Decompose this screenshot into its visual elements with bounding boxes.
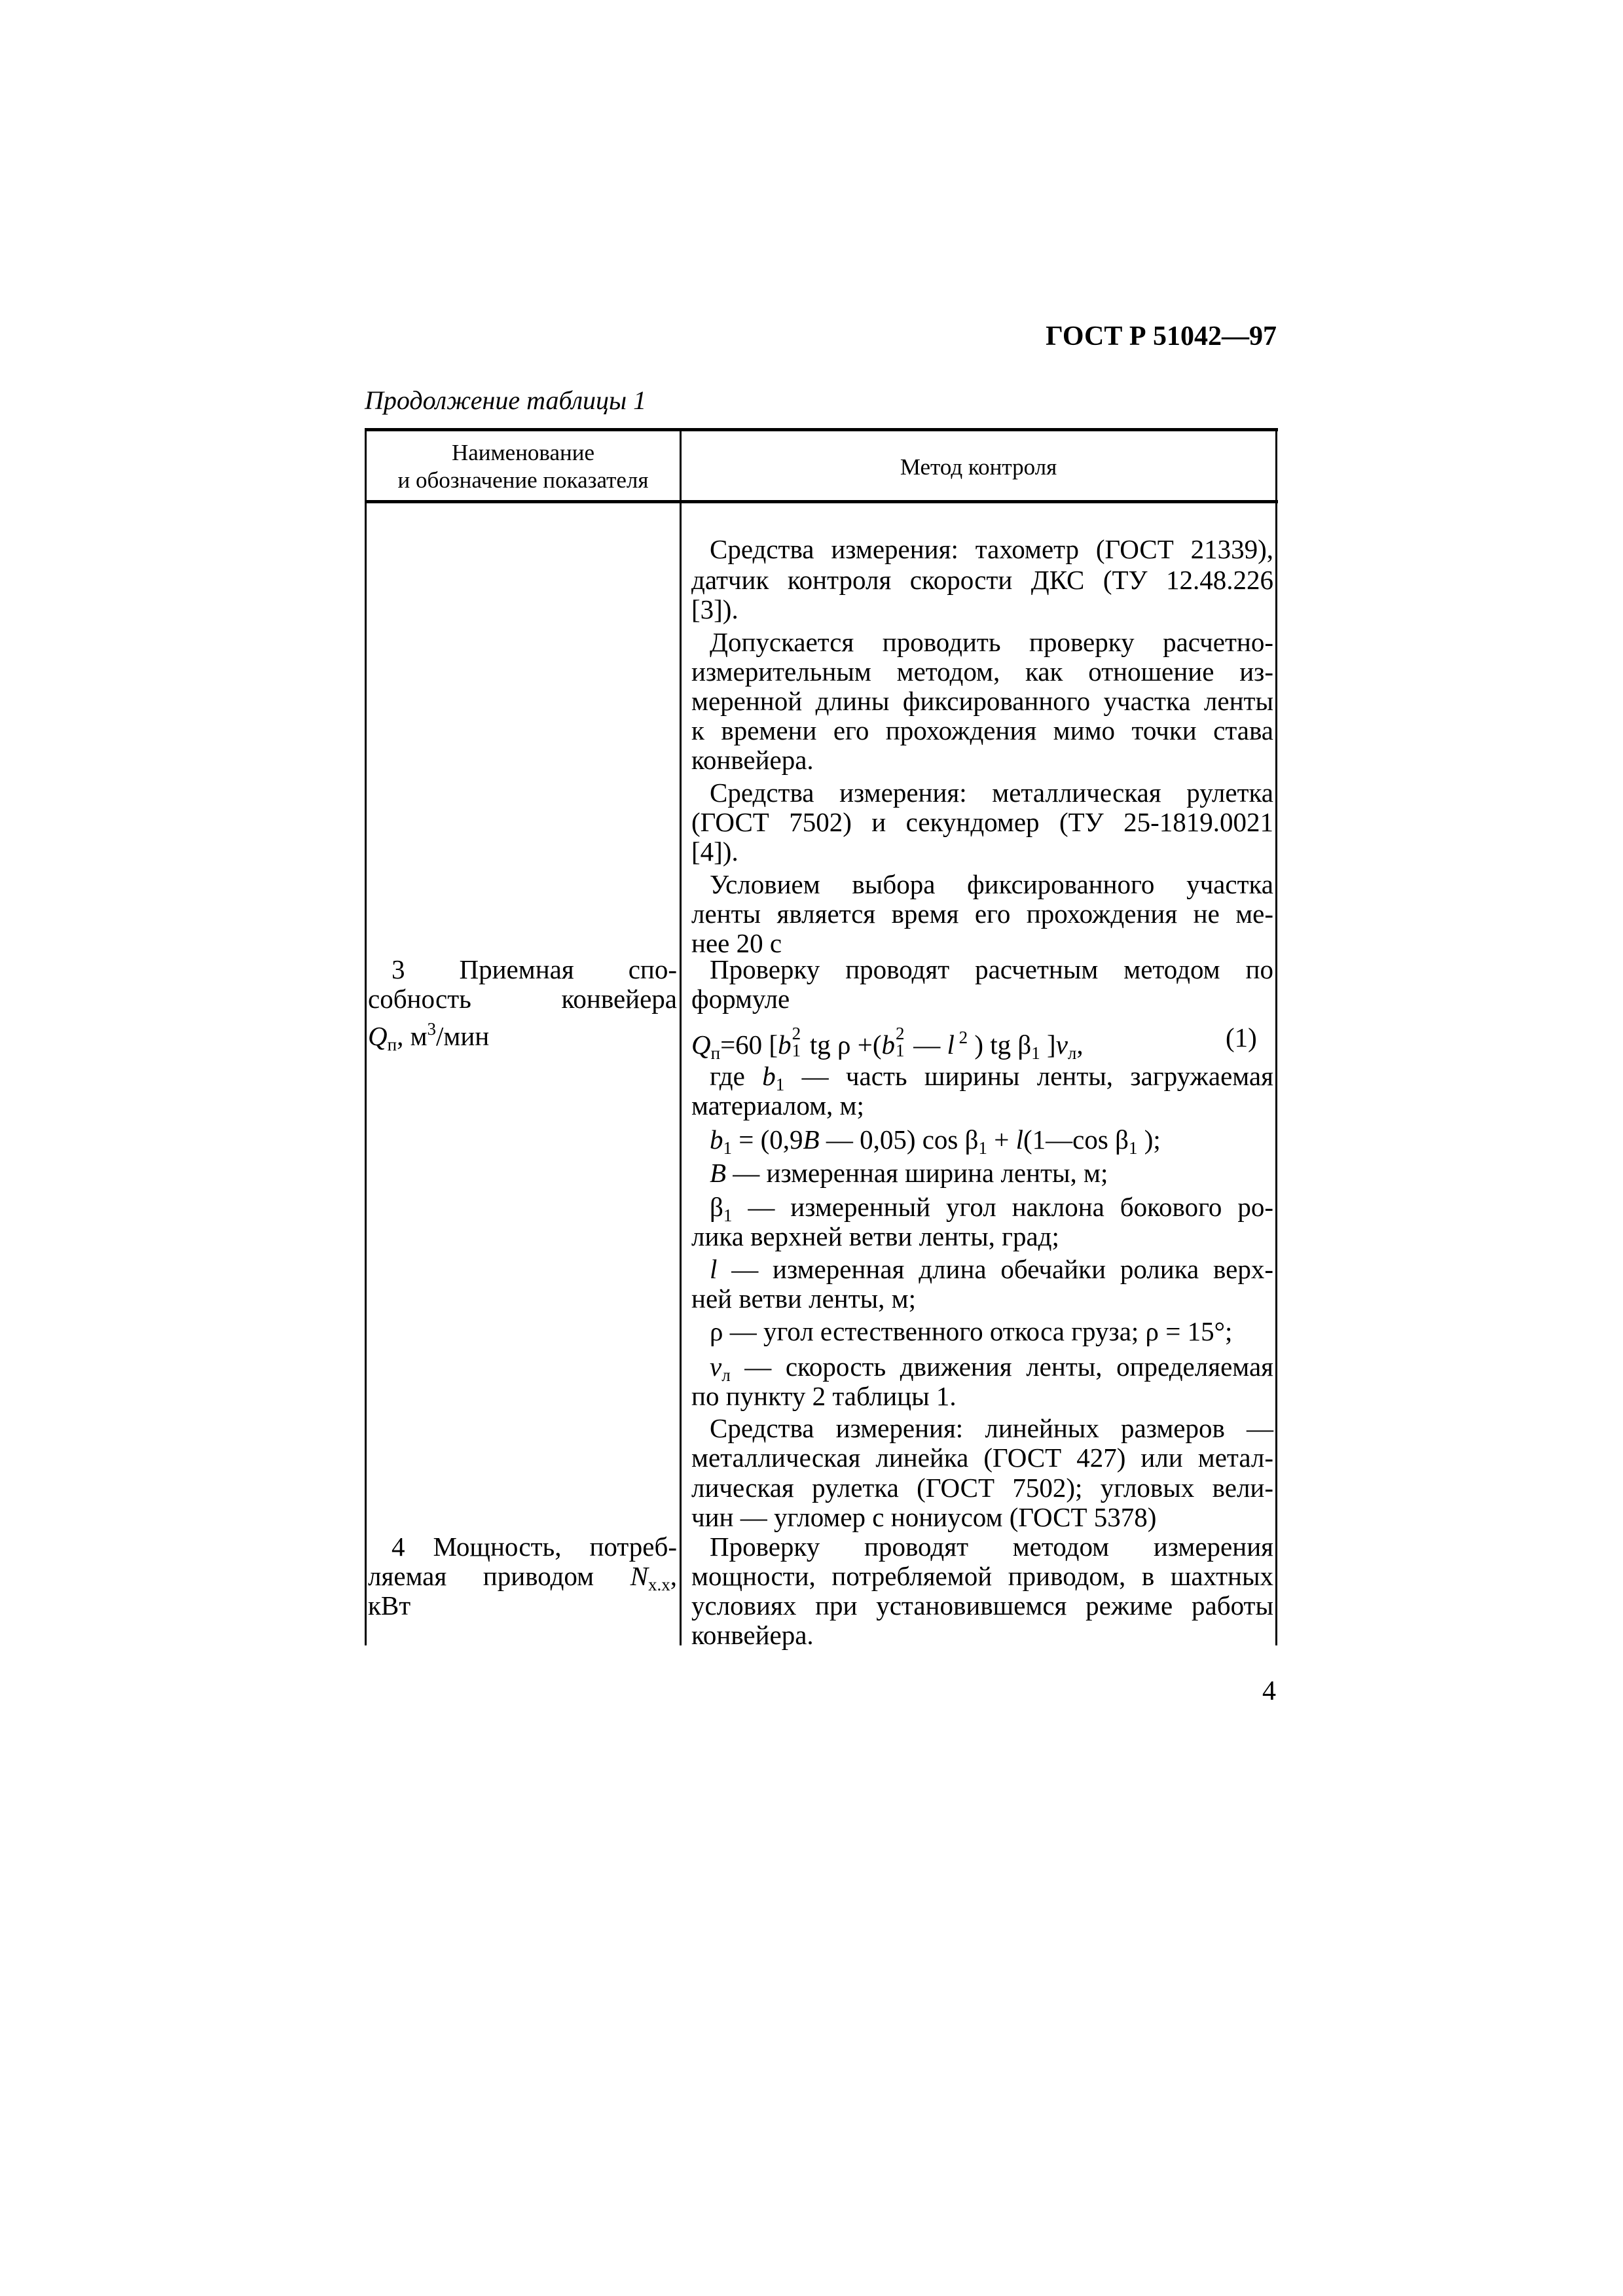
text-segment: (ГОСТ 7502) и секундомер (ТУ 25-1819.0021 — [691, 807, 1273, 837]
text-segment: — часть ширины ленты, загружаемая — [784, 1061, 1273, 1091]
indicator-text-line — [368, 1561, 677, 1594]
method-text-line — [691, 656, 1273, 687]
text-segment: Q — [368, 1021, 388, 1051]
method-text-line — [691, 1561, 1273, 1591]
method-text-line — [710, 1352, 1273, 1385]
text-segment: =60 [ — [720, 1030, 778, 1060]
indicator-text-line — [368, 984, 677, 1014]
superscript: 2 — [792, 1024, 801, 1043]
method-text-line — [710, 1254, 1273, 1284]
text-segment: b — [881, 1030, 895, 1060]
text-segment: Средства измерения: тахометр (ГОСТ 21339), — [710, 534, 1273, 564]
text-segment: материалом, м; — [691, 1090, 864, 1121]
text-segment: ляемая приводом — [368, 1561, 630, 1591]
method-text-line — [710, 1124, 1273, 1158]
text-segment: л — [721, 1365, 731, 1385]
text-segment: измерительным методом, как отношение из- — [691, 656, 1273, 687]
text-segment: , — [1076, 1030, 1084, 1060]
text-segment: v — [1055, 1030, 1068, 1060]
text-segment: по пункту 2 таблицы 1. — [691, 1381, 957, 1411]
text-segment: где — [710, 1061, 763, 1091]
indicator-text-line — [392, 954, 677, 984]
text-segment: 2 — [954, 1028, 968, 1047]
method-text-line — [710, 1316, 1273, 1346]
text-segment: — измеренный угол наклона бокового ро- — [732, 1192, 1273, 1222]
sup-sub-index — [792, 1022, 803, 1060]
text-segment: , м — [397, 1021, 428, 1051]
method-text-line — [710, 627, 1273, 657]
text-segment: , — [670, 1561, 677, 1591]
method-text-line — [691, 565, 1273, 595]
text-segment: Средства измерения: металлическая рулетка — [710, 778, 1273, 808]
table-caption: Продолжение таблицы 1 — [365, 386, 647, 415]
text-segment: b — [778, 1030, 792, 1060]
text-segment: датчик контроля скорости ДКС (ТУ 12.48.226 — [691, 565, 1273, 595]
text-segment: 1 — [775, 1075, 785, 1094]
document-code: ГОСТ Р 51042—97 — [1046, 321, 1277, 351]
method-text-line — [691, 1620, 1273, 1650]
method-text-line — [710, 534, 1273, 564]
text-segment: п — [387, 1035, 397, 1054]
text-segment: ней ветви ленты, м; — [691, 1283, 917, 1314]
method-text-line — [691, 1473, 1273, 1503]
indicator-text-line — [392, 1532, 677, 1562]
text-segment: лическая рулетка (ГОСТ 7502); угловых вели- — [691, 1473, 1273, 1503]
table-header-divider — [365, 500, 1278, 503]
text-segment: b — [762, 1061, 776, 1091]
method-text-line — [691, 1502, 1273, 1532]
text-segment: 1 — [978, 1138, 987, 1158]
text-segment: [3]). — [691, 594, 739, 624]
text-segment: + — [987, 1124, 1016, 1155]
text-segment: [4]). — [691, 836, 739, 867]
text-segment: l — [710, 1254, 718, 1284]
method-text-line — [691, 836, 1273, 867]
subscript: 1 — [895, 1041, 905, 1060]
text-segment: формуле — [691, 984, 790, 1014]
text-segment: = (0,9 — [732, 1124, 803, 1155]
method-text-line — [691, 1022, 1273, 1063]
text-segment: Средства измерения: линейных размеров — — [710, 1413, 1273, 1443]
indicator-text-line — [368, 1014, 677, 1054]
text-segment: Q — [691, 1030, 711, 1060]
text-segment: собность конвейера — [368, 984, 677, 1014]
method-text-line — [710, 1192, 1273, 1225]
method-text-line — [710, 1061, 1273, 1094]
text-segment: 1 — [1128, 1138, 1138, 1158]
method-text-line — [710, 778, 1273, 808]
column-header-name-line1: Наименование — [451, 440, 595, 465]
text-segment: Проверку проводят методом измерения — [710, 1532, 1273, 1562]
text-segment: ) tg β — [968, 1030, 1032, 1060]
table-right-border — [1275, 428, 1277, 1645]
method-text-line — [691, 715, 1273, 745]
text-segment: — — [906, 1030, 947, 1060]
text-segment: к времени его прохождения мимо точки става — [691, 715, 1273, 745]
page-number: 4 — [1262, 1676, 1276, 1706]
method-text-line — [691, 594, 1273, 624]
text-segment: 3 Приемная спо- — [392, 954, 677, 984]
text-segment: 1 — [723, 1138, 732, 1158]
method-text-line — [710, 954, 1273, 984]
text-segment: B — [710, 1158, 727, 1188]
method-text-line — [710, 1413, 1273, 1443]
column-header-name — [367, 439, 680, 494]
table-left-border — [365, 428, 367, 1645]
text-segment: мощности, потребляемой приводом, в шахтных — [691, 1561, 1273, 1591]
text-segment: лика верхней ветви ленты, град; — [691, 1221, 1059, 1251]
text-segment: х.х — [648, 1575, 670, 1594]
text-segment: — измеренная длина обечайки ролика верх- — [717, 1254, 1273, 1284]
text-segment: Проверку проводят расчетным методом по — [710, 954, 1273, 984]
text-segment: ); — [1137, 1124, 1161, 1155]
method-text-line — [691, 1283, 1273, 1314]
text-segment: — скорость движения ленты, определяемая — [730, 1352, 1273, 1382]
text-segment: условиях при установившемся режиме работы — [691, 1590, 1273, 1621]
text-segment: 1 — [723, 1206, 733, 1225]
text-segment: — 0,05) cos β — [819, 1124, 979, 1155]
text-segment: Допускается проводить проверку расчетно- — [710, 627, 1273, 657]
method-text-line — [691, 1443, 1273, 1473]
method-text-line — [710, 869, 1273, 899]
indicator-text-line — [368, 1590, 677, 1621]
method-text-line — [691, 899, 1273, 929]
method-text-line — [710, 1158, 1273, 1188]
text-segment: B — [803, 1124, 820, 1155]
text-segment: л — [1067, 1043, 1077, 1063]
text-segment: 4 Мощность, потреб- — [392, 1532, 677, 1562]
subscript: 1 — [792, 1041, 801, 1060]
method-text-line — [691, 686, 1273, 716]
method-text-line — [691, 984, 1273, 1014]
text-segment: Условием выбора фиксированного участка — [710, 869, 1273, 899]
text-segment: (1—cos β — [1023, 1124, 1129, 1155]
text-segment: l — [947, 1030, 955, 1060]
sup-sub-index — [895, 1022, 907, 1060]
text-segment: 3 — [427, 1019, 437, 1039]
method-text-line — [691, 1590, 1273, 1621]
column-header-name-line2: и обозначение показателя — [397, 467, 649, 493]
table-top-border — [365, 428, 1278, 431]
text-segment: l — [1015, 1124, 1024, 1155]
method-text-line — [691, 745, 1273, 775]
text-segment: кВт — [368, 1590, 411, 1621]
text-segment: tg ρ +( — [803, 1030, 882, 1060]
text-segment: чин — угломер с нониусом (ГОСТ 5378) — [691, 1502, 1157, 1532]
method-text-line — [691, 1381, 1273, 1411]
text-segment: v — [710, 1352, 722, 1382]
superscript: 2 — [895, 1024, 905, 1043]
text-segment: ρ — угол естественного откоса груза; ρ = 15°; — [710, 1316, 1233, 1346]
equation-number: (1) — [1226, 1022, 1257, 1052]
text-segment: 1 — [1031, 1043, 1040, 1063]
text-segment: меренной длины фиксированного участка ленты — [691, 686, 1273, 716]
text-segment: N — [630, 1561, 648, 1591]
text-segment: ] — [1040, 1030, 1056, 1060]
text-segment: β — [710, 1192, 723, 1222]
method-text-line — [691, 1090, 1273, 1121]
text-segment: /мин — [436, 1021, 490, 1051]
text-segment: конвейера. — [691, 745, 814, 775]
text-segment: b — [710, 1124, 723, 1155]
method-text-line — [710, 1532, 1273, 1562]
text-segment: п — [710, 1043, 721, 1063]
table-column-divider — [680, 428, 682, 1645]
text-segment: конвейера. — [691, 1620, 814, 1650]
column-header-method: Метод контроля — [900, 454, 1057, 480]
text-segment: — измеренная ширина ленты, м; — [726, 1158, 1108, 1188]
text-segment: ленты является время его прохождения не ме- — [691, 899, 1273, 929]
text-segment: металлическая линейка (ГОСТ 427) или метал- — [691, 1443, 1273, 1473]
method-text-line — [691, 1221, 1273, 1251]
text-segment: нее 20 с — [691, 928, 782, 958]
method-text-line — [691, 807, 1273, 837]
